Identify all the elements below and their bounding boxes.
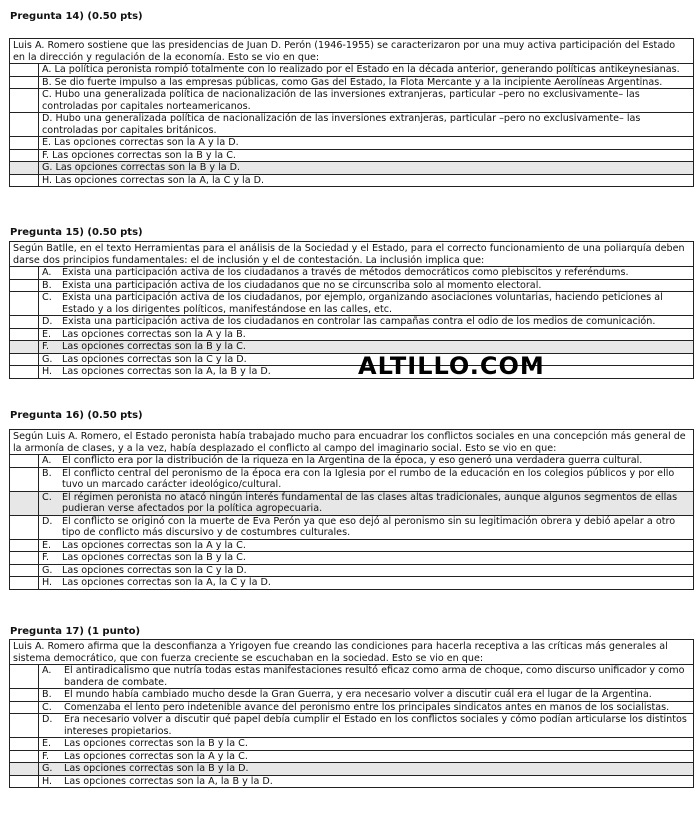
q17-option-c-text: Comenzaba el lento pero indetenible avance del peronismo entre los principales sindicatos antes en manos de los socialistas.	[64, 701, 670, 713]
q14-option-e-text: E. Las opciones correctas son la A y la D.	[42, 137, 239, 148]
q16-option-f[interactable]	[10, 551, 693, 564]
q17-option-h[interactable]	[10, 775, 693, 788]
question-16-box	[9, 429, 694, 590]
q14-option-f[interactable]	[10, 149, 693, 162]
q16-option-a-letter: A.	[42, 455, 52, 466]
q15-option-c-text: Exista una participación activa de los ciudadanos, por ejemplo, organizando asociaciones voluntarias, haciendo peticiones al Estado y a los dirigentes políticos, manifestándose en las calles, etc.	[62, 292, 663, 315]
q15-option-g[interactable]	[10, 353, 693, 366]
q14-option-e[interactable]	[10, 136, 693, 149]
q15-option-e-text: Las opciones correctas son la A y la B.	[62, 328, 246, 340]
q15-option-h[interactable]	[10, 365, 693, 378]
q17-option-b[interactable]	[10, 688, 693, 701]
q14-option-d[interactable]	[10, 112, 693, 136]
q14-option-c-text: C. Hubo una generalizada política de nacionalización de las inversiones extranjeras, particular –pero no exclusivamente– las controladas por capitales norteamericanos.	[42, 89, 640, 112]
q14-option-g-text: G. Las opciones correctas son la B y la D.	[42, 162, 241, 173]
q14-option-d-text: D. Hubo una generalizada política de nacionalización de las inversiones extranjeras, particular –pero no exclusivamente– las controladas por capitales británicos.	[42, 113, 641, 136]
q15-option-d-letter: D.	[42, 316, 53, 327]
q16-option-g-text: Las opciones correctas son la C y la D.	[62, 564, 247, 576]
question-17-title: Pregunta 17) (1 punto)	[10, 626, 141, 637]
question-14-title: Pregunta 14) (0.50 pts)	[10, 11, 143, 22]
q15-option-g-letter: G.	[42, 353, 53, 365]
q15-option-e[interactable]	[10, 328, 693, 341]
q15-option-f[interactable]	[10, 340, 693, 353]
q16-option-h-letter: H.	[42, 577, 53, 588]
q15-option-b-letter: B.	[42, 279, 52, 291]
q17-option-g-letter: G.	[42, 763, 53, 774]
q15-option-f-text: Las opciones correctas son la B y la C.	[62, 341, 246, 352]
q14-option-h-text: H. Las opciones correctas son la A, la C y la D.	[42, 174, 265, 186]
q14-option-f-text: F. Las opciones correctas son la B y la C.	[42, 149, 236, 161]
q15-option-a-text: Exista una participación activa de los ciudadanos a través de métodos democráticos como plebiscitos y referéndums.	[62, 267, 629, 278]
q16-option-e[interactable]	[10, 539, 693, 552]
q15-option-b-text: Exista una participación activa de los ciudadanos que no se circunscriba solo al momento electoral.	[62, 279, 542, 291]
question-15-title: Pregunta 15) (0.50 pts)	[10, 227, 143, 238]
q15-option-b[interactable]	[10, 279, 693, 292]
q17-option-e-letter: E.	[42, 738, 52, 749]
q17-option-b-letter: B.	[42, 689, 52, 700]
watermark: ALTILLO.COM	[358, 352, 545, 380]
question-17-intro: Luis A. Romero afirma que la desconfianza a Yrigoyen fue creando las condiciones para hacerla receptiva a las críticas más generales al sistema democrático, que con fuerza creciente se escuchaban en la sociedad. Esto se vio en que:	[13, 641, 668, 664]
q17-option-d[interactable]	[10, 713, 693, 737]
q17-option-c[interactable]	[10, 701, 693, 714]
q16-option-d-letter: D.	[42, 515, 53, 527]
q14-option-h[interactable]	[10, 174, 693, 187]
q15-option-e-letter: E.	[42, 328, 52, 340]
q14-option-b-text: B. Se dio fuerte impulso a las empresas públicas, como Gas del Estado, la Flota Mercante y a la incipiente Aerolíneas Argentinas.	[42, 76, 663, 88]
q17-option-e-text: Las opciones correctas son la B y la C.	[64, 738, 248, 749]
q17-option-b-text: El mundo había cambiado mucho desde la Gran Guerra, y era necesario volver a discutir cuál era el lugar de la Argentina.	[64, 689, 652, 700]
q16-option-a-text: El conflicto era por la distribución de la riqueza en la Argentina de la época, y eso generó una verdadera guerra cultural.	[62, 455, 643, 466]
q17-option-a[interactable]	[10, 664, 693, 688]
q17-option-f[interactable]	[10, 750, 693, 763]
q17-option-f-letter: F.	[42, 750, 50, 762]
q15-option-a[interactable]	[10, 266, 693, 279]
q15-option-d-text: Exista una participación activa de los ciudadanos en controlar las campañas contra el odio de los medios de comunicación.	[62, 316, 656, 327]
question-15-box	[9, 241, 694, 379]
question-14-intro: Luis A. Romero sostiene que las presidencias de Juan D. Perón (1946-1955) se caracterizaron por una muy activa participación del Estado en la dirección y regulación de la economía. Esto se vio en que:	[13, 40, 676, 63]
q17-option-g[interactable]	[10, 762, 693, 775]
q17-option-d-text: Era necesario volver a discutir qué papel debía cumplir el Estado en los conflictos sociales y cómo podían articularse los distintos intereses propietarios.	[64, 714, 687, 737]
question-16-title: Pregunta 16) (0.50 pts)	[10, 410, 143, 421]
question-16-intro: Según Luis A. Romero, el Estado peronista había trabajado mucho para encuadrar los conflictos sociales en una concepción más general de la armonía de clases, y a la vez, había desplazado el conflicto al campo del imaginario social. Esto se vio en que:	[13, 431, 686, 454]
q16-option-c[interactable]	[10, 491, 693, 515]
q16-option-h-text: Las opciones correctas son la A, la C y la D.	[62, 577, 271, 588]
q16-option-c-text: El régimen peronista no atacó ningún interés fundamental de las clases altas tradicionales, aunque algunos segmentos de ellas pudieran verse afectados por la política agropecuaria.	[62, 491, 678, 514]
q14-option-c[interactable]	[10, 88, 693, 112]
q16-option-e-text: Las opciones correctas son la A y la C.	[62, 539, 246, 551]
question-14-box	[9, 38, 694, 187]
q16-option-b-letter: B.	[42, 467, 52, 479]
q15-option-c[interactable]	[10, 291, 693, 315]
q15-option-h-text: Las opciones correctas son la A, la B y la D.	[62, 366, 271, 377]
q16-option-b-text: El conflicto central del peronismo de la época era con la Iglesia por el rumbo de la educación en los colegios públicos y por ello tuvo un marcado carácter ideológico/cultural.	[62, 467, 675, 490]
q16-option-c-letter: C.	[42, 491, 52, 503]
q16-option-d[interactable]	[10, 515, 693, 539]
q16-option-e-letter: E.	[42, 539, 52, 551]
q17-option-h-letter: H.	[42, 775, 53, 787]
q16-option-g[interactable]	[10, 564, 693, 577]
q15-option-d[interactable]	[10, 315, 693, 328]
q15-option-c-letter: C.	[42, 292, 52, 303]
q14-option-g[interactable]	[10, 161, 693, 174]
q15-option-f-letter: F.	[42, 341, 50, 352]
q17-option-g-text: Las opciones correctas son la B y la D.	[64, 763, 249, 774]
q16-option-g-letter: G.	[42, 564, 53, 576]
q17-option-a-letter: A.	[42, 665, 52, 676]
q14-option-a-text: A. La política peronista rompió totalmente con lo realizado por el Estado en la década anterior, generando políticas antikeynesianas.	[42, 64, 680, 75]
q16-option-d-text: El conflicto se originó con la muerte de Eva Perón ya que eso dejó al peronismo sin su legitimación obrera y debió apelar a otro tipo de conflicto más discursivo y de costumbres culturales.	[62, 515, 676, 538]
q17-option-e[interactable]	[10, 737, 693, 750]
q16-option-h[interactable]	[10, 576, 693, 589]
q16-option-b[interactable]	[10, 467, 693, 491]
q15-option-g-text: Las opciones correctas son la C y la D.	[62, 353, 247, 365]
q16-option-a[interactable]	[10, 454, 693, 467]
q15-option-a-letter: A.	[42, 267, 52, 278]
q16-option-f-text: Las opciones correctas son la B y la C.	[62, 552, 246, 563]
q15-option-h-letter: H.	[42, 366, 53, 377]
q14-option-b[interactable]	[10, 76, 693, 89]
q17-option-h-text: Las opciones correctas son la A, la B y la D.	[64, 775, 273, 787]
question-17-box	[9, 639, 694, 788]
q17-option-f-text: Las opciones correctas son la A y la C.	[64, 750, 248, 762]
q17-option-d-letter: D.	[42, 714, 53, 725]
q16-option-f-letter: F.	[42, 552, 50, 563]
q14-option-a[interactable]	[10, 63, 693, 76]
q17-option-a-text: El antiradicalismo que nutría todas estas manifestaciones resultó eficaz como arma de choque, como discurso unificador y como bandera de combate.	[64, 665, 685, 688]
question-15-intro: Según Batlle, en el texto Herramientas para el análisis de la Sociedad y el Estado, para el correcto funcionamiento de una poliarquía deben darse dos principios fundamentales: el de inclusión y el de contestación. La inclusión implica que:	[13, 243, 685, 266]
q17-option-c-letter: C.	[42, 701, 52, 713]
